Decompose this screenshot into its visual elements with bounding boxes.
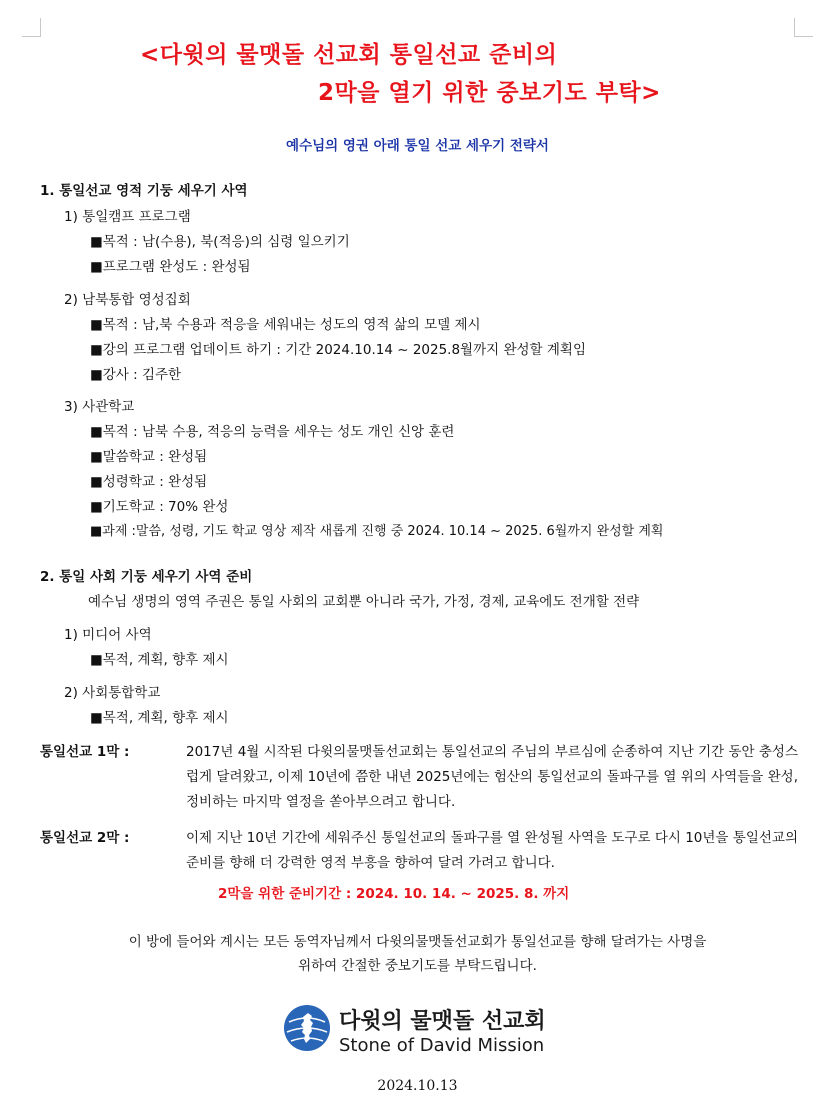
prayer-appeal	[0, 930, 835, 978]
title-line-2: 2막을 열기 위한 중보기도 부탁>	[318, 80, 661, 106]
act1-text: 2017년 4월 시작된 다윗의물맷돌선교회는 통일선교의 주님의 부르심에 순종하여 지난 기간 동안 충성스럽게 달려왔고, 이제 10년에 쯤한 내년 2025년에는 험산의 통일선교의 돌파구를 열 위의 사역들을 완성, 정비하는 마지막 열정을 쏟아부으려고 합니다.	[186, 744, 798, 810]
section1-item2-bullet: ■강사 : 김주한	[90, 367, 182, 383]
section1-item3-title: 3) 사관학교	[64, 399, 135, 415]
section1-item2-title: 2) 남북통합 영성집회	[64, 292, 191, 308]
section1-item1-title: 1) 통일캠프 프로그램	[64, 209, 191, 225]
section1-item1-bullet: ■프로그램 완성도 : 완성됨	[90, 259, 251, 275]
crop-mark-top-right	[794, 18, 813, 37]
section2-heading: 2. 통일 사회 기둥 세우기 사역 준비	[40, 569, 253, 585]
section1-item2-bullet: ■강의 프로그램 업데이트 하기 : 기간 2024.10.14 ~ 2025.8월까지 완성할 계획임	[90, 342, 587, 358]
subtitle: 예수님의 영권 아래 통일 선교 세우기 전략서	[286, 138, 549, 154]
globe-emblem-icon	[283, 1004, 331, 1052]
section2-item1-bullet: ■목적, 계획, 향후 제시	[90, 652, 229, 668]
act2-label: 통일선교 2막 :	[40, 830, 130, 846]
act1-label: 통일선교 1막 :	[40, 744, 130, 760]
section2-description: 예수님 생명의 영역 주권은 통일 사회의 교회뿐 아니라 국가, 가정, 경제, 교육에도 전개할 전략	[88, 594, 640, 610]
section1-item3-bullet: ■기도학교 : 70% 완성	[90, 499, 229, 515]
act1-paragraph	[40, 740, 800, 816]
mission-logo	[283, 1000, 553, 1060]
section1-item3-bullet: ■성령학교 : 완성됨	[90, 474, 208, 490]
appeal-line-2: 위하여 간절한 중보기도를 부탁드립니다.	[298, 958, 537, 974]
act2-paragraph	[40, 826, 800, 878]
section1-heading: 1. 통일선교 영적 기둥 세우기 사역	[40, 183, 248, 199]
act2-text: 이제 지난 10년 기간에 세워주신 통일선교의 돌파구를 열 완성될 사역을 도구로 다시 10년을 통일선교의 준비를 향해 더 강력한 영적 부흥을 향하여 달려 가려고 합니다.	[186, 830, 798, 871]
document-date: 2024.10.13	[377, 1078, 458, 1094]
section1-item3-bullet: ■말씀학교 : 완성됨	[90, 449, 208, 465]
section2-item2-bullet: ■목적, 계획, 향후 제시	[90, 710, 229, 726]
section2-item1-title: 1) 미디어 사역	[64, 627, 152, 643]
section1-item1-bullet: ■목적 : 남(수용), 북(적응)의 심령 일으키기	[90, 234, 350, 250]
logo-korean-name: 다윗의 물맷돌 선교회	[339, 1009, 546, 1034]
appeal-line-1: 이 방에 들어와 계시는 모든 동역자님께서 다윗의물맷돌선교회가 통일선교를 향해 달려가는 사명을	[128, 934, 707, 950]
logo-english-name: Stone of David Mission	[339, 1035, 545, 1056]
crop-mark-top-left	[22, 18, 41, 37]
section1-item2-bullet: ■목적 : 남,북 수용과 적응을 세워내는 성도의 영적 삶의 모델 제시	[90, 317, 481, 333]
section1-item3-bullet: ■목적 : 남북 수용, 적응의 능력을 세우는 성도 개인 신앙 훈련	[90, 424, 455, 440]
prep-period: 2막을 위한 준비기간 : 2024. 10. 14. ~ 2025. 8. 까지	[218, 886, 570, 902]
section2-item2-title: 2) 사회통합학교	[64, 685, 161, 701]
section1-item3-bullet: ■과제 :말씀, 성령, 기도 학교 영상 제작 새롭게 진행 중 2024. 10.14 ~ 2025. 6월까지 완성할 계획	[90, 524, 664, 539]
title-line-1: <다윗의 물맷돌 선교회 통일선교 준비의	[140, 42, 558, 68]
